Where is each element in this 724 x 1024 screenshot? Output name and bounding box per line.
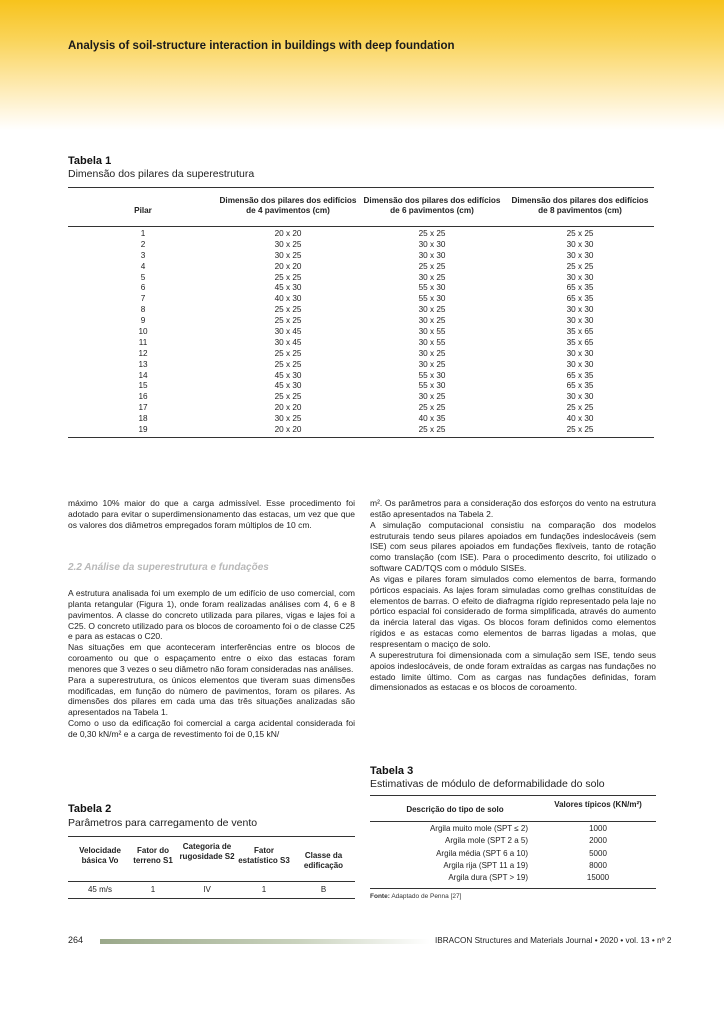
table1-cell-pilar: 19 <box>138 425 148 435</box>
right-column-body <box>370 498 656 693</box>
table-row <box>370 835 656 847</box>
table3-cell-valor: 2000 <box>589 836 607 846</box>
table2-header-classe: Classe da edificação <box>303 851 344 870</box>
page-number: 264 <box>68 935 84 945</box>
paragraph: A simulação computacional consistiu na comparação dos modelos estruturais tendo seus pilares apoiados em fundações indeslocáveis (sem ISE) com seus pilares apoiados em fundações flexíveis, tanto de rotação como translação (com ISE). Para o procedimento descrito, foi utilizado o software CAD/TQS com o módulo SISEs. <box>370 519 656 574</box>
table3-cell-descricao: Argila rija (SPT 11 a 19) <box>443 860 528 870</box>
table1-cell-6pav: 30 x 25 <box>418 359 446 369</box>
paragraph: Nas situações em que aconteceram interferências entre os blocos de coroamento ou que o espaçamento entre o eixo das estacas foram menores que 3 vezes o seu diâmetro não foram consideradas nas análises. <box>68 642 355 674</box>
running-header-title: Analysis of soil-structure interaction in buildings with deep foundation <box>68 40 455 52</box>
table1-cell-8pav: 25 x 25 <box>566 261 594 271</box>
table2-cell-s2: IV <box>203 885 211 894</box>
table1-cell-4pav: 25 x 25 <box>274 316 302 326</box>
table1-cell-8pav: 65 x 35 <box>566 283 594 293</box>
table2-cell-s1: 1 <box>150 885 156 894</box>
table-row <box>68 360 654 371</box>
table1-cell-pilar: 3 <box>140 250 146 260</box>
table1-cell-8pav: 65 x 35 <box>566 381 594 391</box>
table-row <box>370 823 656 835</box>
table1-cell-pilar: 11 <box>138 337 148 347</box>
table1-header-4pav: Dimensão dos pilares dos edifícios de 4 pavimentos (cm) <box>219 196 357 215</box>
table-row <box>68 229 654 240</box>
table1-bottom-rule <box>68 437 654 438</box>
table1-cell-6pav: 30 x 25 <box>418 305 446 315</box>
table2-bottom-rule <box>68 898 355 899</box>
table1-cell-pilar: 6 <box>140 283 146 293</box>
table1-cell-pilar: 12 <box>138 348 148 358</box>
table1-cell-8pav: 30 x 30 <box>566 359 594 369</box>
table2-top-rule <box>68 836 355 837</box>
table1-cell-6pav: 25 x 25 <box>418 229 446 238</box>
table1-cell-pilar: 14 <box>138 370 148 380</box>
paragraph: Como o uso da edificação foi comercial a carga acidental considerada foi de 0,30 kN/m² e a carga de revestimento foi de 0,15 kN/ <box>68 718 355 739</box>
header-band <box>0 0 724 130</box>
table1-cell-6pav: 30 x 30 <box>418 239 446 249</box>
table2-label: Tabela 2 <box>68 803 112 815</box>
table1-cell-4pav: 30 x 45 <box>274 337 302 347</box>
table1-header-6pav: Dimensão dos pilares dos edifícios de 6 pavimentos (cm) <box>363 196 501 215</box>
table3-bottom-rule <box>370 888 656 889</box>
table-row <box>68 381 654 392</box>
table1-cell-8pav: 30 x 30 <box>566 316 594 326</box>
table-row <box>370 848 656 860</box>
table1-cell-6pav: 30 x 30 <box>418 250 446 260</box>
table1-cell-pilar: 7 <box>140 294 146 304</box>
table-row <box>68 294 654 305</box>
table3-cell-valor: 5000 <box>589 848 607 858</box>
table1-cell-4pav: 45 x 30 <box>274 370 302 380</box>
table1-cell-pilar: 16 <box>138 392 148 402</box>
table1-cell-8pav: 30 x 30 <box>566 392 594 402</box>
table-row <box>68 251 654 262</box>
table1-cell-8pav: 35 x 65 <box>566 327 594 337</box>
table3-source-label: Fonte: <box>370 893 390 900</box>
table-row <box>68 240 654 251</box>
table1-cell-6pav: 30 x 55 <box>418 337 446 347</box>
table1-cell-8pav: 30 x 30 <box>566 305 594 315</box>
table3-header-rule <box>370 821 656 822</box>
table3-label: Tabela 3 <box>370 765 414 777</box>
table2-header-rule <box>68 881 355 882</box>
table2-cell-s3: 1 <box>261 885 267 894</box>
table1-cell-pilar: 1 <box>140 229 146 238</box>
table3-cell-valor: 1000 <box>589 824 607 833</box>
table1-cell-pilar: 8 <box>140 305 146 315</box>
table2-caption: Parâmetros para carregamento de vento <box>68 817 258 829</box>
table1-cell-8pav: 30 x 30 <box>566 250 594 260</box>
table3-caption: Estimativas de módulo de deformabilidade do solo <box>370 778 605 790</box>
table-row <box>68 283 654 294</box>
table3-header-valores: Valores típicos (KN/m²) <box>554 800 642 809</box>
table1-cell-6pav: 55 x 30 <box>418 381 446 391</box>
table1-cell-4pav: 25 x 25 <box>274 305 302 315</box>
table1-cell-4pav: 20 x 20 <box>274 425 302 435</box>
table1-cell-4pav: 40 x 30 <box>274 294 302 304</box>
left-column-top <box>68 498 355 531</box>
table1-cell-4pav: 30 x 25 <box>274 250 302 260</box>
footer-bar <box>100 939 430 944</box>
table-row <box>370 872 656 884</box>
table1-cell-pilar: 15 <box>138 381 148 391</box>
table3-source <box>370 893 461 900</box>
paragraph: máximo 10% maior do que a carga admissível. Esse procedimento foi adotado para evitar o superdimensionamento das estacas, um vez que que os valores dos diâmetros empregados foram múltiplos de 10 cm. <box>68 498 355 530</box>
table1-cell-4pav: 45 x 30 <box>274 381 302 391</box>
table1-cell-8pav: 30 x 30 <box>566 348 594 358</box>
table1-cell-4pav: 30 x 25 <box>274 414 302 424</box>
table1-cell-pilar: 5 <box>140 272 146 282</box>
table1-cell-8pav: 35 x 65 <box>566 337 594 347</box>
table1-cell-pilar: 9 <box>140 316 146 326</box>
table1-cell-pilar: 17 <box>138 403 148 413</box>
table-row <box>68 338 654 349</box>
table1-header-8pav: Dimensão dos pilares dos edifícios de 8 pavimentos (cm) <box>511 196 649 215</box>
table1-label: Tabela 1 <box>68 155 112 167</box>
paragraph: A estrutura analisada foi um exemplo de um edifício de uso comercial, com planta retangular (Figura 1), onde foram realizadas análises com 4, 6 e 8 pavimentos. A classe do concreto utilizada para pilares, vigas e lajes foi a C25. O concreto utilizado para os blocos de coroamento foi o de classe C25 e para as estacas o C20. <box>68 588 355 642</box>
table1-cell-pilar: 18 <box>138 414 148 424</box>
table2-header-s1: Fator do terreno S1 <box>133 846 173 865</box>
table3-cell-descricao: Argila média (SPT 6 a 10) <box>436 848 528 858</box>
table1-cell-8pav: 30 x 30 <box>566 272 594 282</box>
table3-cell-descricao: Argila mole (SPT 2 a 5) <box>445 836 528 846</box>
table1-cell-4pav: 20 x 20 <box>274 261 302 271</box>
table3-source-text: Adaptado de Penna [27] <box>391 893 462 900</box>
table-row <box>68 414 654 425</box>
table1-cell-6pav: 25 x 25 <box>418 403 446 413</box>
table3-header-descricao: Descrição do tipo de solo <box>406 805 504 814</box>
table1-cell-8pav: 25 x 25 <box>566 403 594 413</box>
table1-cell-6pav: 55 x 30 <box>418 283 446 293</box>
table1-cell-pilar: 4 <box>140 261 146 271</box>
table1-cell-6pav: 30 x 55 <box>418 327 446 337</box>
table1-cell-4pav: 20 x 20 <box>274 229 302 238</box>
table1-cell-8pav: 25 x 25 <box>566 229 594 238</box>
table1-cell-pilar: 2 <box>140 239 146 249</box>
table1-cell-6pav: 30 x 25 <box>418 272 446 282</box>
table2-header-velocidade: Velocidade básica Vo <box>79 846 121 865</box>
table1-cell-8pav: 65 x 35 <box>566 370 594 380</box>
paragraph: Para a superestrutura, os únicos elementos que tiveram suas dimensões modificadas, em função do número de pavimentos, foram os pilares. As dimensões dos pilares em cada uma das três situações analizadas são apresentados na Tabela 1. <box>68 674 355 718</box>
table-row <box>68 316 654 327</box>
table1-cell-8pav: 25 x 25 <box>566 425 594 435</box>
section-heading: 2.2 Análise da superestrutura e fundações <box>68 562 269 573</box>
table1-cell-4pav: 25 x 25 <box>274 359 302 369</box>
table3-cell-descricao: Argila dura (SPT > 19) <box>448 873 528 883</box>
table1-header-pilar: Pilar <box>134 206 152 215</box>
table-row <box>68 305 654 316</box>
table1-caption: Dimensão dos pilares da superestrutura <box>68 168 255 180</box>
table-row <box>68 392 654 403</box>
table1-cell-8pav: 65 x 35 <box>566 294 594 304</box>
table3-cell-valor: 15000 <box>586 873 610 883</box>
table1-cell-6pav: 55 x 30 <box>418 294 446 304</box>
table-row <box>68 327 654 338</box>
table1-cell-6pav: 25 x 25 <box>418 261 446 271</box>
table-row <box>68 425 654 436</box>
table1-cell-6pav: 30 x 25 <box>418 392 446 402</box>
table1-cell-6pav: 30 x 25 <box>418 316 446 326</box>
paragraph: A superestrutura foi dimensionada com a simulação sem ISE, tendo seus apoios indeslocáveis, de onde foram extraídas as cargas nas fundações no estado limite último. Com as cargas nas fundações definidas, foram dimensionados as estacas e os blocos de coroamento. <box>370 649 656 693</box>
table2-cell-classe: B <box>320 885 327 894</box>
table2-header-s3: Fator estatístico S3 <box>238 846 290 865</box>
paragraph: m². Os parâmetros para a consideração dos esforços do vento na estrutura estão apresentados na Tabela 2. <box>370 498 656 519</box>
table1-cell-8pav: 30 x 30 <box>566 239 594 249</box>
table1-cell-6pav: 40 x 35 <box>418 414 446 424</box>
table2-cell-velocidade: 45 m/s <box>87 885 112 894</box>
table1-header-rule <box>68 226 654 227</box>
table-row <box>68 262 654 273</box>
table-row <box>68 403 654 414</box>
table3-cell-valor: 8000 <box>589 860 607 870</box>
table1-cell-4pav: 25 x 25 <box>274 348 302 358</box>
table1-cell-6pav: 25 x 25 <box>418 425 446 435</box>
left-column-body <box>68 588 355 740</box>
table-row <box>68 349 654 360</box>
table1-cell-4pav: 45 x 30 <box>274 283 302 293</box>
table3-body <box>370 823 656 884</box>
table1-body <box>68 229 654 436</box>
journal-footer: IBRACON Structures and Materials Journal • 2020 • vol. 13 • nº 2 <box>435 936 672 945</box>
table3-top-rule <box>370 795 656 796</box>
paragraph: As vigas e pilares foram simulados como elementos de barra, formando pórticos espaciais. As lajes foram simuladas como grelhas constituídas de elementos de barras. O efeito de diafragma rígido representado pela laje no pórtico espacial foi considerado de forma simplificada, através do aumento da inércia lateral das vigas. Os blocos foram definidos como elementos rígidos e as estacas como elementos de barras ligadas a molas, que respresentam o maciço de solo. <box>370 573 656 649</box>
table-row <box>68 371 654 382</box>
table3-cell-descricao: Argila muito mole (SPT ≤ 2) <box>429 824 528 833</box>
table-row <box>370 860 656 872</box>
table1-cell-4pav: 30 x 25 <box>274 239 302 249</box>
table2-header-s2: Categoria de rugosidade S2 <box>179 842 235 861</box>
table1-cell-4pav: 20 x 20 <box>274 403 302 413</box>
table1-cell-4pav: 25 x 25 <box>274 392 302 402</box>
table1-cell-4pav: 25 x 25 <box>274 272 302 282</box>
table1-cell-8pav: 40 x 30 <box>566 414 594 424</box>
table-row <box>68 273 654 284</box>
table1-cell-pilar: 10 <box>138 327 148 337</box>
table1-cell-4pav: 30 x 45 <box>274 327 302 337</box>
table1-top-rule <box>68 187 654 188</box>
table1-cell-pilar: 13 <box>138 359 148 369</box>
table1-cell-6pav: 55 x 30 <box>418 370 446 380</box>
table1-cell-6pav: 30 x 25 <box>418 348 446 358</box>
